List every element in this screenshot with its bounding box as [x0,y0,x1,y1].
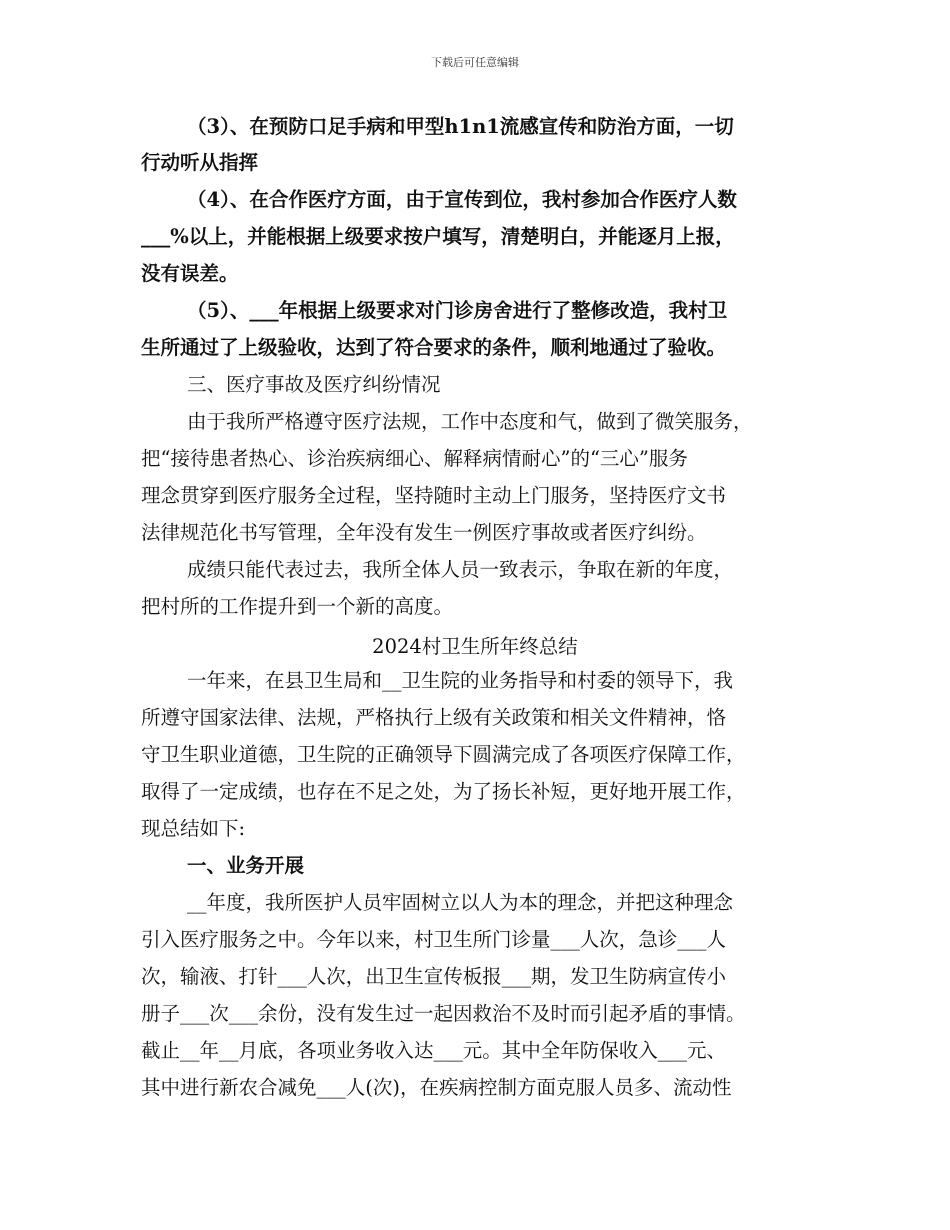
paragraph-line: （4）、在合作医疗方面，由于宣传到位，我村参加合作医疗人数 [187,188,737,211]
paragraph-line: 取得了一定成绩，也存在不足之处，为了扬长补短，更好地开展工作， [141,780,746,803]
paragraph-line: 一年来，在县卫生局和__卫生院的业务指导和村委的领导下，我 [187,669,734,692]
paragraph-line: 册子___次___余份，没有发生过一起因救治不及时而引起矛盾的事情。 [141,1002,746,1025]
paragraph-line: 次，输液、打针___人次，出卫生宣传板报___期，发卫生防病宣传小 [141,965,727,988]
paragraph-line: 行动听从指挥 [141,151,259,174]
paragraph-line: 把“接待患者热心、诊治疾病细心、解释病情耐心”的“三心”服务 [141,447,688,470]
paragraph-line: 法律规范化书写管理，全年没有发生一例医疗事故或者医疗纠纷。 [141,521,707,544]
paragraph-line: 截止__年__月底，各项业务收入达___元。其中全年防保收入___元、 [141,1039,727,1062]
paragraph-line: （5）、___年根据上级要求对门诊房舍进行了整修改造，我村卫 [187,299,728,322]
page-header: 下载后可任意编辑 [431,56,519,69]
paragraph-line: 引入医疗服务之中。今年以来，村卫生所门诊量___人次，急诊___人 [141,928,727,951]
paragraph-line: 由于我所严格遵守医疗法规，工作中态度和气，做到了微笑服务， [187,410,753,433]
paragraph-line: 生所通过了上级验收，达到了符合要求的条件，顺利地通过了验收。 [141,336,727,359]
document-title: 2024村卫生所年终总结 [372,635,578,658]
paragraph-line: 所遵守国家法律、法规，严格执行上级有关政策和相关文件精神，恪 [141,706,727,729]
paragraph-line: ___%以上，并能根据上级要求按户填写，清楚明白，并能逐月上报， [141,225,735,248]
paragraph-line: 理念贯穿到医疗服务全过程，坚持随时主动上门服务，坚持医疗文书 [141,484,727,507]
paragraph-line: （3）、在预防口足手病和甲型h1n1流感宣传和防治方面，一切 [187,115,734,138]
paragraph-line: 现总结如下: [141,817,246,840]
section-heading: 一、业务开展 [187,854,305,877]
paragraph-line: 守卫生职业道德，卫生院的正确领导下圆满完成了各项医疗保障工作， [141,743,746,766]
paragraph-line: 成绩只能代表过去，我所全体人员一致表示，争取在新的年度， [187,558,734,581]
paragraph-line: __年度，我所医护人员牢固树立以人为本的理念，并把这种理念 [187,891,734,914]
section-heading: 三、医疗事故及医疗纠纷情况 [187,373,441,396]
paragraph-line: 没有误差。 [141,262,239,285]
paragraph-line: 把村所的工作提升到一个新的高度。 [141,595,454,618]
paragraph-line: 其中进行新农合减免___人(次)，在疾病控制方面克服人员多、流动性 [141,1076,732,1099]
